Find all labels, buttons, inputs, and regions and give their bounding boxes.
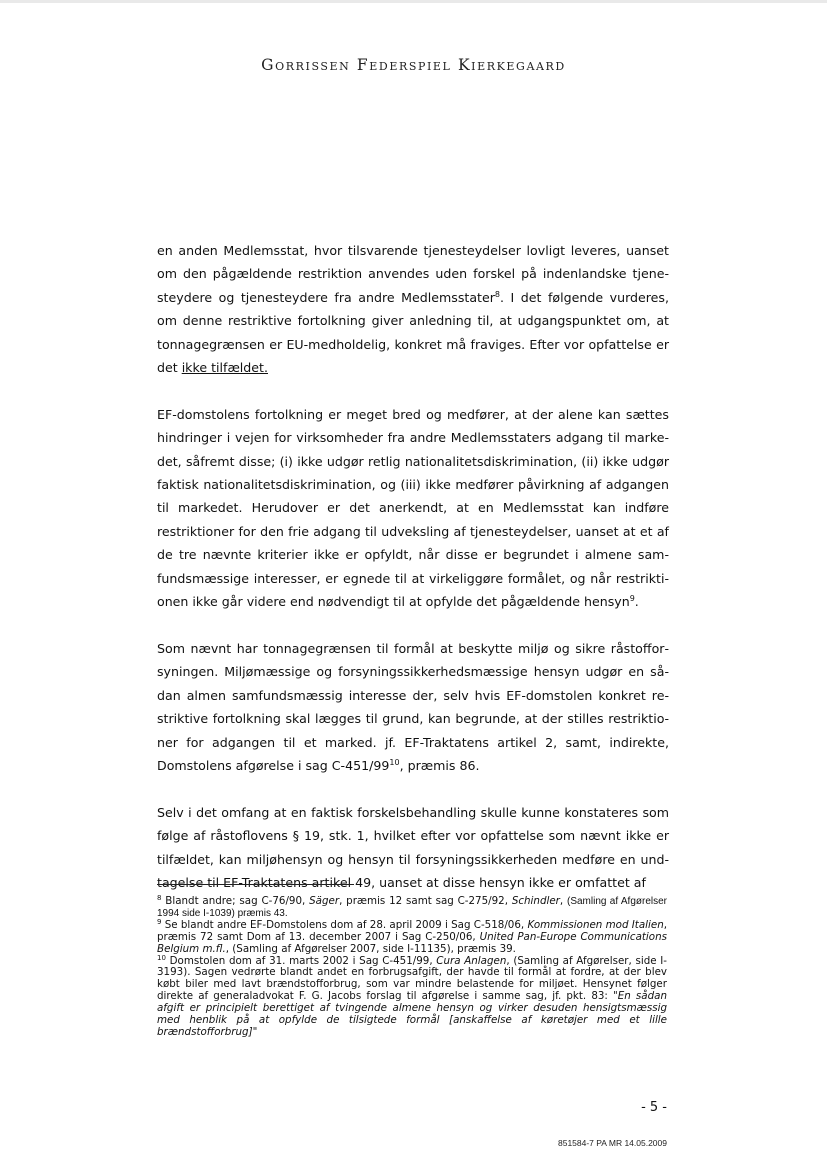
underlined-emphasis: ikke tilfældet. xyxy=(181,360,268,376)
paragraph-4: Selv i det omfang at en faktisk forskelsbehandling skulle kunne konstateres som følge af råstoflovens § 19, stk. 1, hvilket efter vor opfattelse som nævnt ikke er tilfældet, kan miljøhensyn og hensyn til forsyningssikkerheden medføre en undtagelse til EF-Traktatens artikel 49, uanset at disse hensyn ikke er omfattet af xyxy=(157,804,669,890)
footnote-ref-8[interactable]: 8 xyxy=(494,289,500,299)
letterhead: Gorrissen Federspiel Kierkegaard xyxy=(261,56,566,74)
footnote-8: $^8$ Blandt andre; sag C-76/90, Säger, præmis 12 samt sag C-275/92, Schindler, (Samling af Afgørelser 1994 side I-1039) præmis 43. xyxy=(157,894,668,919)
body-text xyxy=(157,239,669,894)
footnote-9: $^9$ Se blandt andre EF-Domstolens dom af 28. april 2009 i Sag C-518/06, Kommissionen mod Italien, præmis 72 samt Dom af 13. december 2007 i Sag C-250/06, United Pan-Europe Communications Belgium m.fl., (Samling af Afgørelser 2007, side I-11135), præmis 39. xyxy=(157,917,667,955)
footnotes xyxy=(157,896,667,1039)
scan-top-strip xyxy=(0,0,827,3)
paragraph-3: Som nævnt har tonnagegrænsen til formål at beskytte miljø og sikre råstofforsyningen. Miljømæssige og forsyningssikkerhedsmæssige hensyn udgør en sådan almen samfundsmæssig interesse der, selv hvis EF-domstolen konkret restriktive fortolkning skal lægges til grund, kan begrunde, at der stilles restriktioner for adgangen til et marked. jf. EF-Traktatens artikel 2, samt, indirekte, Domstolens afgørelse i sag $C-451/99^{10}$, præmis 86. xyxy=(157,640,669,773)
footnote-ref-9[interactable]: 9 xyxy=(629,594,635,604)
footnote-10: $^{10}$ Domstolen dom af 31. marts 2002 i Sag C-451/99, Cura Anlagen, (Samling af Afgørelser, side I-3193). Sagen vedrørte blandt andet en forbrugsafgift, der havde til formål at fordre, at der blev købt biler med lavt brændstofforbrug, som var mindre belastende for miljøet. Hensynet følger direkte af generaladvokat F. G. Jacobs forslag til afgørelse i samme sag, jf. pkt. 83: "En sådan afgift er principielt berettiget af tvingende almene hensyn og virker desuden hensigtsmæssig med henblik på at opfylde de tilsigtede formål [anskaffelse af køretøjer med et lille brændstofforbrug]" xyxy=(157,953,667,1038)
paragraph-1: en anden Medlemsstat, hvor tilsvarende tjenesteydelser lovligt leveres, uanset om den pågældende restriktion anvendes uden forskel på indenlandske tjenesteydere og tjenesteydere fra andre Medlemsstater$^8$. I det følgende vurderes, om denne restriktive fortolkning giver anledning til, at udgangspunktet om, at tonnagegrænsen er EU-medholdelig, konkret må fraviges. Efter vor opfattelse er det ikke tilfældet. xyxy=(157,243,669,376)
paragraph-2: EF-domstolens fortolkning er meget bred og medfører, at der alene kan sættes hindringer i vejen for virksomheder fra andre Medlemsstaters adgang til markedet, såfremt disse; (i) ikke udgør retlig nationalitetsdiskrimination, (ii) ikke udgør faktisk nationalitetsdiskrimination, og (iii) ikke medfører påvirkning af adgangen til markedet. Herudover er det anerkendt, at en Medlemsstat kan indføre restriktioner for den frie adgang til udveksling af tjenesteydelser, uanset at et af de tre nævnte kriterier ikke er opfyldt, når disse er begrundet i almene samfundsmæssige interesser, er egnede til at virkeliggøre formålet, og når restriktionen ikke går videre end nødvendigt til at opfylde det pågældende hensyn$^9$. xyxy=(157,406,669,610)
page-number: - 5 - xyxy=(641,1100,667,1115)
footnote-separator xyxy=(157,884,354,885)
document-reference: 851584-7 PA MR 14.05.2009 xyxy=(557,1138,667,1148)
footnote-ref-10[interactable]: 10 xyxy=(389,757,400,767)
